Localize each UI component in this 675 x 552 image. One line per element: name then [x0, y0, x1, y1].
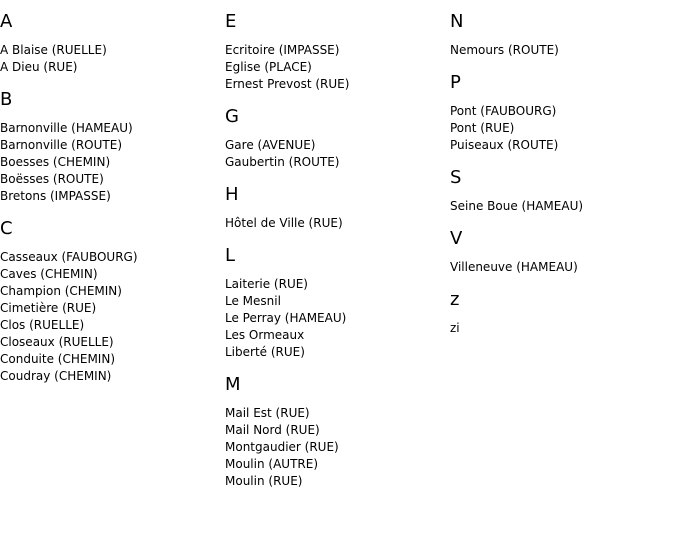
street-item[interactable]: Puiseaux (ROUTE) — [450, 138, 559, 152]
street-item[interactable]: Mail Nord (RUE) — [225, 423, 320, 437]
letter-group-e — [225, 12, 445, 93]
street-item[interactable]: Montgaudier (RUE) — [225, 440, 339, 454]
street-item[interactable]: Moulin (AUTRE) — [225, 457, 318, 471]
street-item[interactable]: Moulin (RUE) — [225, 474, 303, 488]
street-item[interactable]: Boësses (ROUTE) — [0, 172, 104, 186]
letter-heading: L — [225, 245, 236, 266]
letter-group-a — [0, 12, 220, 76]
letter-heading: H — [225, 184, 239, 205]
letter-group-c — [0, 219, 220, 385]
street-item[interactable]: Le Perray (HAMEAU) — [225, 311, 347, 325]
street-item[interactable]: Les Ormeaux — [225, 328, 305, 342]
street-item[interactable]: Nemours (ROUTE) — [450, 43, 559, 57]
street-item[interactable]: Caves (CHEMIN) — [0, 267, 98, 281]
street-item[interactable]: Laiterie (RUE) — [225, 277, 308, 291]
street-item[interactable]: Eglise (PLACE) — [225, 60, 312, 74]
street-item[interactable]: Barnonville (HAMEAU) — [0, 121, 133, 135]
street-item[interactable]: Clos (RUELLE) — [0, 318, 85, 332]
letter-heading: M — [225, 374, 241, 395]
street-item[interactable]: zi — [450, 321, 460, 335]
street-item[interactable]: Conduite (CHEMIN) — [0, 352, 116, 366]
street-item[interactable]: Casseaux (FAUBOURG) — [0, 250, 138, 264]
street-list — [450, 42, 670, 59]
street-item[interactable]: Liberté (RUE) — [225, 345, 305, 359]
street-list — [0, 120, 220, 205]
street-item[interactable]: Villeneuve (HAMEAU) — [450, 260, 578, 274]
index-column-2 — [225, 12, 445, 504]
street-item[interactable]: Ernest Prevost (RUE) — [225, 77, 350, 91]
street-list — [450, 198, 670, 215]
street-item[interactable]: Hôtel de Ville (RUE) — [225, 216, 343, 230]
street-item[interactable]: Pont (RUE) — [450, 121, 515, 135]
letter-heading: A — [0, 11, 13, 32]
letter-group-n — [450, 12, 670, 59]
street-item[interactable]: Gare (AVENUE) — [225, 138, 316, 152]
letter-group-p — [450, 73, 670, 154]
street-list — [225, 276, 445, 361]
letter-heading: G — [225, 106, 239, 127]
letter-group-m — [225, 375, 445, 490]
street-item[interactable]: Le Mesnil — [225, 294, 281, 308]
street-list — [0, 42, 220, 76]
index-column-3 — [450, 12, 670, 351]
street-list — [450, 320, 670, 337]
letter-heading: V — [450, 228, 463, 249]
letter-heading: S — [450, 167, 462, 188]
letter-group-v — [450, 229, 670, 276]
street-list — [225, 137, 445, 171]
street-item[interactable]: Cimetière (RUE) — [0, 301, 97, 315]
street-item[interactable]: Mail Est (RUE) — [225, 406, 310, 420]
letter-heading: B — [0, 89, 13, 110]
street-item[interactable]: A Blaise (RUELLE) — [0, 43, 107, 57]
street-list — [225, 405, 445, 490]
street-item[interactable]: Coudray (CHEMIN) — [0, 369, 112, 383]
letter-group-z — [450, 290, 670, 337]
street-item[interactable]: Closeaux (RUELLE) — [0, 335, 114, 349]
street-list — [225, 42, 445, 93]
street-item[interactable]: Seine Boue (HAMEAU) — [450, 199, 584, 213]
index-column-1 — [0, 12, 220, 399]
letter-heading: P — [450, 72, 461, 93]
street-item[interactable]: A Dieu (RUE) — [0, 60, 78, 74]
letter-heading: z — [450, 289, 460, 310]
street-item[interactable]: Barnonville (ROUTE) — [0, 138, 123, 152]
letter-group-h — [225, 185, 445, 232]
street-list — [0, 249, 220, 385]
street-item[interactable]: Pont (FAUBOURG) — [450, 104, 557, 118]
letter-heading: E — [225, 11, 237, 32]
street-item[interactable]: Boesses (CHEMIN) — [0, 155, 111, 169]
letter-group-l — [225, 246, 445, 361]
letter-group-b — [0, 90, 220, 205]
street-item[interactable]: Ecritoire (IMPASSE) — [225, 43, 340, 57]
street-item[interactable]: Bretons (IMPASSE) — [0, 189, 111, 203]
street-item[interactable]: Champion (CHEMIN) — [0, 284, 122, 298]
street-list — [225, 215, 445, 232]
letter-heading: C — [0, 218, 13, 239]
letter-group-g — [225, 107, 445, 171]
street-list — [450, 103, 670, 154]
letter-group-s — [450, 168, 670, 215]
street-list — [450, 259, 670, 276]
letter-heading: N — [450, 11, 464, 32]
street-item[interactable]: Gaubertin (ROUTE) — [225, 155, 340, 169]
